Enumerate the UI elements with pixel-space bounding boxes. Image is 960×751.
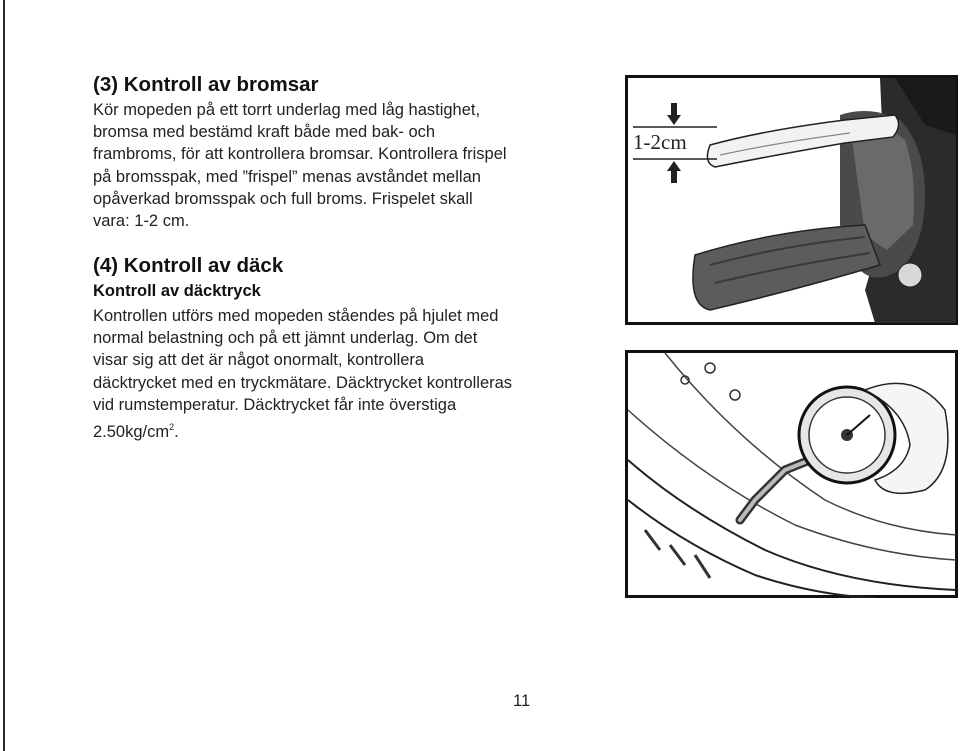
body-line: visar sig att det är något onormalt, kontrollera — [93, 351, 425, 370]
body-line: frambroms, för att kontrollera bromsar. Kontrollera frispel — [93, 145, 507, 164]
page-edge-rule — [3, 0, 5, 751]
pressure-gauge-drawing — [625, 350, 958, 598]
body-line: Kontrollen utförs med mopeden ståendes på hjulet med — [93, 307, 499, 325]
section-4-subheading: Kontroll av däcktryck — [93, 282, 261, 300]
section-3-heading: (3) Kontroll av bromsar — [93, 73, 319, 96]
body-line: bromsa med bestämd kraft både med bak- och — [93, 123, 436, 142]
body-line: vid rumstemperatur. Däcktrycket får inte överstiga — [93, 395, 457, 414]
body-line: vara: 1-2 cm. — [93, 212, 190, 231]
page-number: 11 — [513, 692, 531, 710]
brake-lever-drawing — [625, 75, 958, 325]
section-4-heading: (4) Kontroll av däck — [93, 254, 284, 277]
sentence-end: . — [174, 423, 179, 442]
brake-lever-illustration — [625, 75, 958, 325]
tire-pressure-gauge-illustration — [625, 350, 958, 598]
pressure-limit-value: 2.50kg/cm — [93, 423, 170, 442]
body-line: på bromsspak, med ”frispel” menas avståndet mellan — [93, 167, 481, 186]
body-line: normal belastning och på ett jämnt underlag. Om det — [93, 329, 478, 348]
brake-free-play-label: 1-2cm — [633, 130, 687, 154]
unit-superscript: 2 — [169, 422, 175, 433]
body-line: opåverkad bromsspak och full broms. Frispelet skall — [93, 189, 473, 208]
body-line: Kör mopeden på ett torrt underlag med låg hastighet, — [93, 101, 481, 119]
section-3-body — [93, 99, 583, 232]
section-4-body — [93, 305, 583, 443]
body-line: däcktrycket med en tryckmätare. Däcktrycket kontrolleras — [93, 373, 513, 392]
body-line-last — [93, 416, 583, 443]
